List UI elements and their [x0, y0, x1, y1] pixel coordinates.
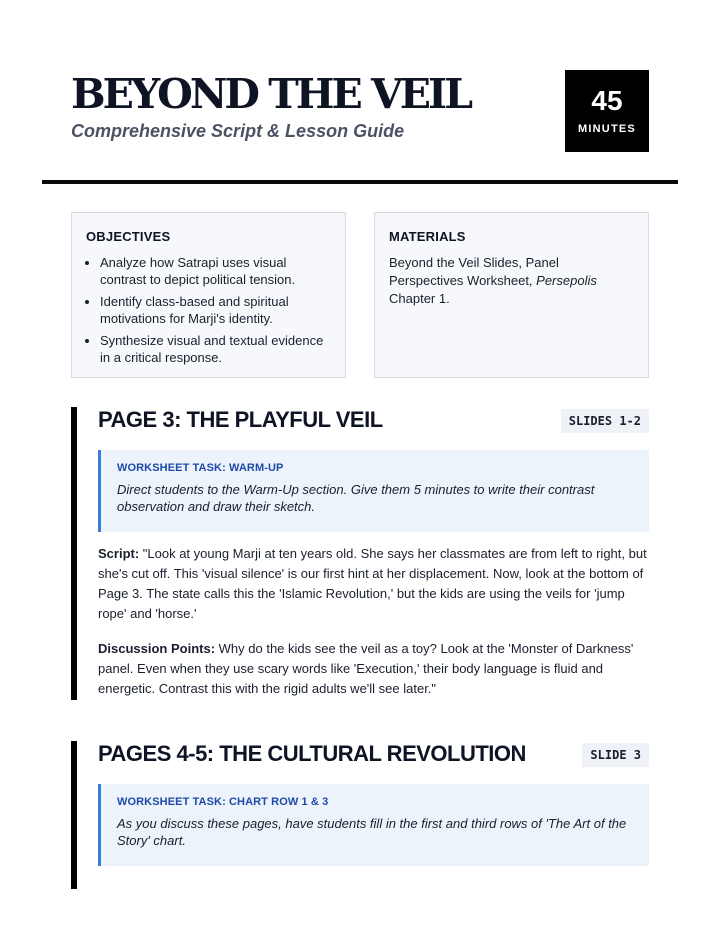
section-page-3	[71, 407, 649, 700]
worksheet-task-box	[98, 784, 649, 866]
worksheet-task-text: As you discuss these pages, have students fill in the first and third rows of 'The Art of the Story' chart.	[117, 816, 627, 848]
discussion-text: Why do the kids see the veil as a toy? Look at the 'Monster of Darkness' panel. Even when they use scary words like 'Execution,' their body language is fluid and energetic. Contrast this with the rigid adults we'll see later."	[98, 641, 634, 696]
section-title: PAGES 4-5: THE CULTURAL REVOLUTION	[98, 741, 526, 766]
worksheet-task-label: WORKSHEET TASK: CHART ROW 1 & 3	[117, 796, 329, 808]
slides-tag: SLIDES 1-2	[561, 409, 649, 433]
discussion-label: Discussion Points:	[98, 641, 216, 656]
discussion-paragraph	[98, 639, 649, 699]
materials-card	[374, 212, 649, 378]
worksheet-task-text: Direct students to the Warm-Up section. Give them 5 minutes to write their contrast observation and draw their sketch.	[117, 482, 595, 514]
section-title: PAGE 3: THE PLAYFUL VEIL	[98, 407, 383, 432]
duration-unit: MINUTES	[578, 123, 636, 135]
slides-tag: SLIDE 3	[582, 743, 649, 767]
duration-badge	[565, 70, 649, 152]
worksheet-task-label: WORKSHEET TASK: WARM-UP	[117, 462, 284, 474]
objectives-card	[71, 212, 346, 378]
page-subtitle: Comprehensive Script & Lesson Guide	[71, 121, 405, 141]
objectives-heading: OBJECTIVES	[86, 229, 171, 244]
materials-text-end: Chapter 1.	[389, 291, 450, 306]
duration-value: 45	[591, 85, 623, 116]
materials-text-start: Beyond the Veil Slides, Panel Perspectives Worksheet,	[389, 255, 559, 288]
script-label: Script:	[98, 546, 140, 561]
objective-item: • Analyze how Satrapi uses visual contrast to depict political tension.	[100, 254, 331, 288]
page-title: BEYOND THE VEIL	[71, 70, 471, 118]
worksheet-task-box	[98, 450, 649, 532]
materials-heading: MATERIALS	[389, 229, 466, 244]
script-text: "Look at young Marji at ten years old. She says her classmates are from left to right, but she's cut off. This 'visual silence' is our first hint at her displacement. Now, look at the bottom of Page 3. The state calls this the 'Islamic Revolution,' but the kids are using the veils for 'jump rope' and 'horse.'	[98, 546, 647, 621]
objective-item: • Identify class-based and spiritual motivations for Marji's identity.	[100, 293, 331, 327]
objective-item: • Synthesize visual and textual evidence in a critical response.	[100, 332, 331, 366]
materials-book-title: Persepolis	[536, 273, 597, 288]
section-pages-4-5	[71, 741, 649, 889]
header-divider	[42, 180, 678, 184]
materials-text	[389, 254, 634, 308]
objectives-list	[86, 254, 331, 366]
script-paragraph	[98, 544, 649, 624]
